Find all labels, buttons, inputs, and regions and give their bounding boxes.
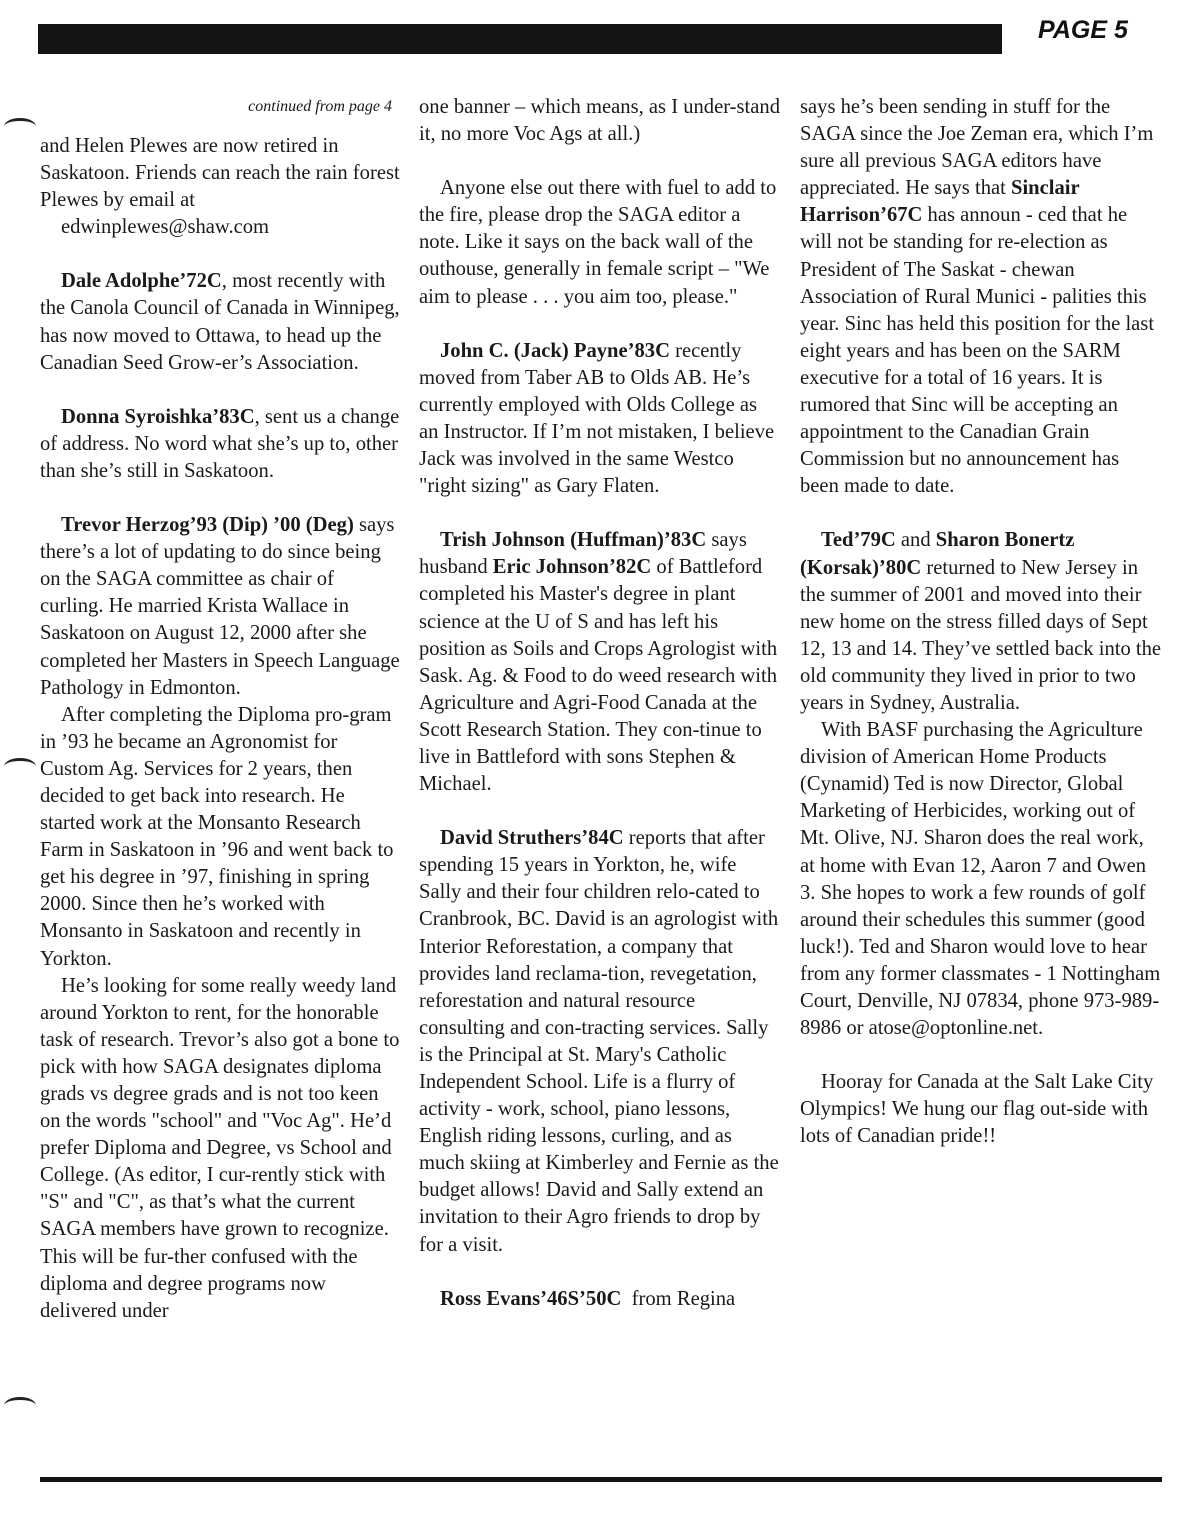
column-2 bbox=[419, 94, 781, 1313]
paragraph: Trevor Herzog’93 (Dip) ’00 (Deg) says there’s a lot of updating to do since being on the SAGA committee as chair of curling. He married Krista Wallace in Saskatoon on August 12, 2000 after she completed her Masters in Speech Language Pathology in Edmonton. bbox=[40, 514, 400, 699]
person-name: Donna Syroishka’83C bbox=[61, 405, 255, 428]
paragraph: Trish Johnson (Huffman)’83C says husband Eric Johnson’82C of Battleford completed his Master's degree in plant science at the U of S and has left his position as Soils and Crops Agrologist with Sask. Ag. & Food to do weed research with Agriculture and Agri-Food Canada at the Scott Research Station. They con-tinue to live in Battleford with sons Stephen & Michael. bbox=[419, 529, 778, 796]
person-name: Sinclair Harrison’67C bbox=[800, 177, 1080, 227]
paragraph: With BASF purchasing the Agriculture division of American Home Products (Cynamid) Ted is now Director, Global Marketing of Herbicides, working out of Mt. Olive, NJ. Sharon does the real work, at home with Evan 12, Aaron 7 and Owen 3. She hopes to work a few rounds of golf around their schedules this summer (good luck!). Ted and Sharon would love to hear from any former classmates - 1 Nottingham Court, Denville, NJ 07834, phone 973-989-8986 or atose@optonline.net. bbox=[800, 719, 1161, 1040]
person-name: Ted’79C bbox=[821, 529, 896, 552]
paragraph: Dale Adolphe’72C, most recently with the Canola Council of Canada in Winnipeg, has now moved to Ottawa, to head up the Canadian Seed Grow-er’s Association. bbox=[40, 270, 400, 374]
person-name: Eric Johnson’82C bbox=[492, 556, 652, 579]
header-bar bbox=[38, 24, 1002, 54]
punch-mark bbox=[4, 118, 36, 135]
column-3 bbox=[800, 94, 1162, 1150]
person-name: Ross Evans’46S’50C bbox=[440, 1287, 622, 1310]
paragraph: John C. (Jack) Payne’83C recently moved from Taber AB to Olds AB. He’s currently employed with Olds College as an Instructor. If I’m not mistaken, I believe Jack was involved in the same Westco "right sizing" as Gary Flaten. bbox=[419, 339, 775, 498]
person-name: Trevor Herzog’93 (Dip) ’00 (Deg) bbox=[61, 514, 354, 537]
punch-mark bbox=[4, 1397, 36, 1414]
person-name: David Struthers’84C bbox=[440, 827, 624, 850]
continued-note: continued from page 4 bbox=[248, 98, 392, 115]
paragraph: He’s looking for some really weedy land around Yorkton to rent, for the honorable task of research. Trevor’s also got a bone to pick with how SAGA designates diploma grads vs degree grads and is not too keen on the words "school" and "Voc Ag". He’d prefer Diploma and Degree, vs School and College. (As editor, I cur-rently stick with "S" and "C", as that’s what the current SAGA members have grown to recognize. This will be fur-ther confused with the diploma and degree programs now delivered under bbox=[40, 974, 400, 1322]
paragraph: Ross Evans’46S’50C from Regina bbox=[440, 1287, 736, 1310]
punch-mark bbox=[4, 758, 36, 775]
person-name: Dale Adolphe’72C bbox=[61, 270, 222, 293]
email-text: edwinplewes@shaw.com bbox=[61, 216, 270, 239]
paragraph: David Struthers’84C reports that after spending 15 years in Yorkton, he, wife Sally and their four children relo-cated to Cranbrook, BC. David is an agrologist with Interior Reforestation, a company that provides land reclama-tion, revegetation, reforestation and natural resource consulting and con-tracting services. Sally is the Principal at St. Mary's Catholic Independent School. Life is a flurry of activity - work, school, piano lessons, English riding lessons, curling, and as much skiing at Kimberley and Fernie as the budget allows! David and Sally extend an invitation to their Agro friends to drop by for a visit. bbox=[419, 827, 779, 1256]
column-1 bbox=[40, 94, 400, 1325]
paragraph: says he’s been sending in stuff for the SAGA since the Joe Zeman era, which I’m sure all previous SAGA editors have appreciated. He says that Sinclair Harrison’67C has announ - ced that he will not be standing for re-election as President of The Saskat - chewan Association of Rural Munici - palities this year. Sinc has held this position for the last eight years and has been on the SARM executive for a total of 16 years. It is rumored that Sinc will be accepting an appointment to the Canadian Grain Commission but no announcement has been made to date. bbox=[800, 96, 1155, 498]
paragraph: one banner – which means, as I under-stand it, no more Voc Ags at all.) bbox=[419, 96, 781, 146]
person-name: Trish Johnson (Huffman)’83C bbox=[440, 529, 707, 552]
person-name: John C. (Jack) Payne’83C bbox=[440, 339, 670, 362]
person-name: Sharon Bonertz (Korsak)’80C bbox=[800, 529, 1075, 579]
paragraph: After completing the Diploma pro-gram in ’93 he became an Agronomist for Custom Ag. Services for 2 years, then decided to get back into research. He started work at the Monsanto Research Farm in Saskatoon in ’96 and went back to get his degree in ’97, finishing in spring 2000. Since then he’s worked with Monsanto in Saskatoon and recently in Yorkton. bbox=[40, 703, 394, 970]
paragraph: Anyone else out there with fuel to add to the fire, please drop the SAGA editor a note. Like it says on the back wall of the outhouse, generally in female script – "We aim to please . . . you aim too, please." bbox=[419, 177, 777, 308]
page-number: PAGE 5 bbox=[1038, 16, 1128, 44]
paragraph: and Helen Plewes are now retired in Saskatoon. Friends can reach the rain forest Plewes by email at bbox=[40, 135, 400, 212]
paragraph: Ted’79C and Sharon Bonertz (Korsak)’80C returned to New Jersey in the summer of 2001 and moved into their new home on the stress filled days of Sept 12, 13 and 14. They’ve settled back into the old community they lived in prior to two years in Sydney, Australia. bbox=[800, 529, 1162, 714]
paragraph: Donna Syroishka’83C, sent us a change of address. No word what she’s up to, other than she’s still in Saskatoon. bbox=[40, 405, 400, 482]
paragraph: Hooray for Canada at the Salt Lake City Olympics! We hung our flag out-side with lots of Canadian pride!! bbox=[800, 1071, 1154, 1148]
footer-rule bbox=[40, 1477, 1162, 1482]
